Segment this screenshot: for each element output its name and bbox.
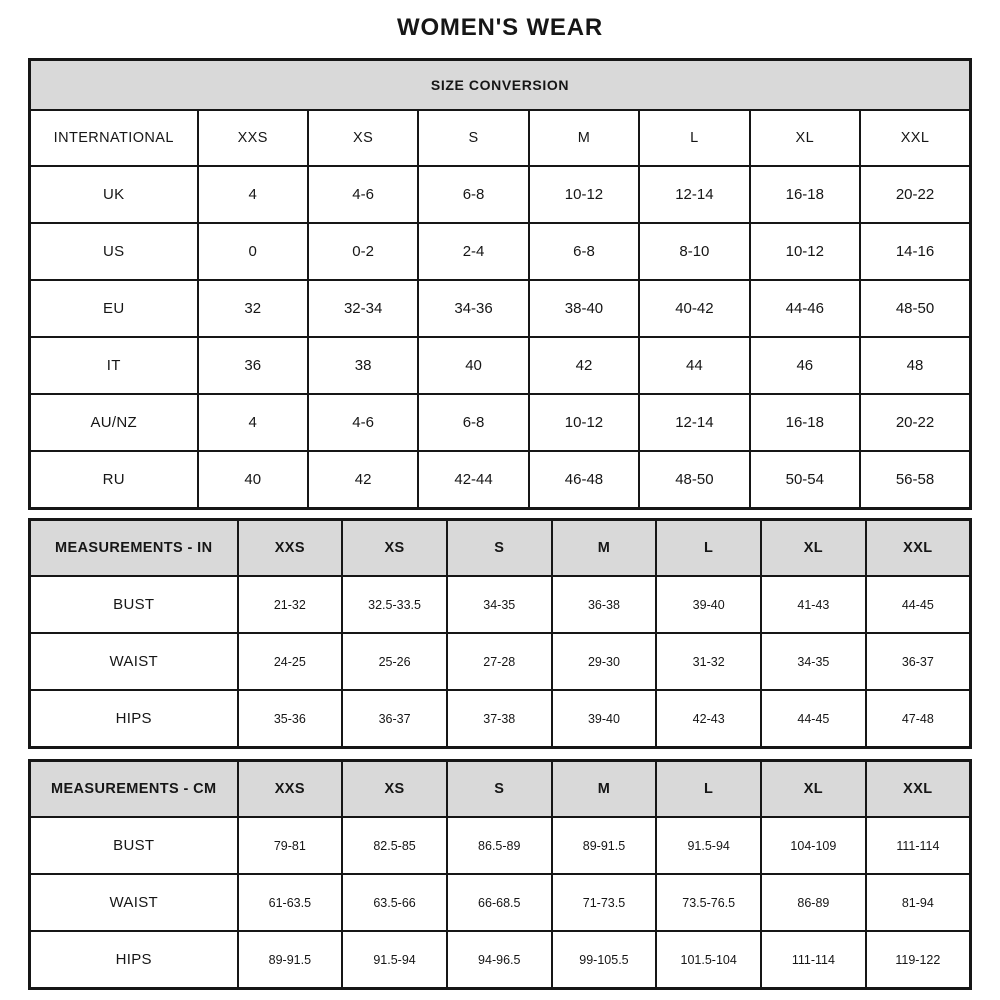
table-row	[30, 874, 971, 931]
table-cell: 34-35	[761, 633, 866, 690]
table-cell: 40	[198, 451, 308, 509]
measurements-in-table-body	[30, 520, 971, 748]
table-cell: 111-114	[866, 817, 971, 874]
table-cell: 31-32	[656, 633, 761, 690]
row-label: AU/NZ	[30, 394, 198, 451]
size-column-header: XS	[342, 520, 447, 577]
table-cell: 39-40	[656, 576, 761, 633]
table-cell: 119-122	[866, 931, 971, 989]
table-cell: 10-12	[529, 394, 639, 451]
table-row	[30, 451, 971, 509]
table-cell: 0	[198, 223, 308, 280]
table-cell: 36	[198, 337, 308, 394]
table-cell: 35-36	[238, 690, 343, 748]
column-header-row	[30, 110, 971, 166]
size-conversion-table	[28, 58, 972, 510]
size-column-header: XL	[761, 761, 866, 818]
table-cell: 24-25	[238, 633, 343, 690]
size-column-header: XS	[308, 110, 418, 166]
table-cell: 32-34	[308, 280, 418, 337]
table-cell: 14-16	[860, 223, 970, 280]
table-cell: 48-50	[860, 280, 970, 337]
table-cell: 66-68.5	[447, 874, 552, 931]
table-row	[30, 166, 971, 223]
table-cell: 36-38	[552, 576, 657, 633]
table-cell: 89-91.5	[552, 817, 657, 874]
table-cell: 50-54	[750, 451, 860, 509]
table-cell: 4-6	[308, 166, 418, 223]
size-column-header: XXS	[198, 110, 308, 166]
table-cell: 86-89	[761, 874, 866, 931]
table-cell: 56-58	[860, 451, 970, 509]
table-cell: 32.5-33.5	[342, 576, 447, 633]
table-row	[30, 337, 971, 394]
table-cell: 21-32	[238, 576, 343, 633]
size-column-header: XL	[750, 110, 860, 166]
table-cell: 32	[198, 280, 308, 337]
table-title-cell: INTERNATIONAL	[30, 110, 198, 166]
table-title-cell: MEASUREMENTS - IN	[30, 520, 238, 577]
table-cell: 6-8	[418, 166, 528, 223]
measurements-cm-table-body	[30, 761, 971, 989]
table-cell: 2-4	[418, 223, 528, 280]
table-cell: 29-30	[552, 633, 657, 690]
table-banner: SIZE CONVERSION	[30, 60, 971, 111]
table-cell: 39-40	[552, 690, 657, 748]
row-label: RU	[30, 451, 198, 509]
table-cell: 6-8	[418, 394, 528, 451]
table-cell: 71-73.5	[552, 874, 657, 931]
row-label: IT	[30, 337, 198, 394]
size-chart-page	[28, 0, 972, 990]
measurements-in-table	[28, 518, 972, 749]
size-column-header: M	[529, 110, 639, 166]
table-row	[30, 576, 971, 633]
table-cell: 42-44	[418, 451, 528, 509]
row-label: UK	[30, 166, 198, 223]
table-row	[30, 223, 971, 280]
size-column-header: S	[447, 761, 552, 818]
column-header-row	[30, 520, 971, 577]
table-cell: 4	[198, 394, 308, 451]
table-title-cell: MEASUREMENTS - CM	[30, 761, 238, 818]
table-cell: 42	[529, 337, 639, 394]
size-column-header: XL	[761, 520, 866, 577]
row-label: US	[30, 223, 198, 280]
table-cell: 20-22	[860, 166, 970, 223]
table-banner-row	[30, 60, 971, 111]
table-cell: 38	[308, 337, 418, 394]
table-row	[30, 633, 971, 690]
table-cell: 48-50	[639, 451, 749, 509]
row-label: BUST	[30, 817, 238, 874]
table-cell: 12-14	[639, 394, 749, 451]
size-column-header: S	[418, 110, 528, 166]
page-title: WOMEN'S WEAR	[397, 14, 603, 41]
table-cell: 25-26	[342, 633, 447, 690]
table-cell: 61-63.5	[238, 874, 343, 931]
table-cell: 47-48	[866, 690, 971, 748]
size-conversion-table-body	[30, 60, 971, 509]
table-cell: 91.5-94	[342, 931, 447, 989]
table-row	[30, 690, 971, 748]
size-column-header: XXL	[866, 761, 971, 818]
table-cell: 99-105.5	[552, 931, 657, 989]
table-cell: 94-96.5	[447, 931, 552, 989]
table-cell: 40	[418, 337, 528, 394]
table-cell: 4	[198, 166, 308, 223]
size-column-header: S	[447, 520, 552, 577]
size-column-header: XXL	[860, 110, 970, 166]
table-cell: 34-36	[418, 280, 528, 337]
table-cell: 12-14	[639, 166, 749, 223]
table-cell: 10-12	[529, 166, 639, 223]
table-cell: 27-28	[447, 633, 552, 690]
table-cell: 16-18	[750, 166, 860, 223]
table-cell: 63.5-66	[342, 874, 447, 931]
table-cell: 42	[308, 451, 418, 509]
table-cell: 6-8	[529, 223, 639, 280]
table-cell: 73.5-76.5	[656, 874, 761, 931]
table-cell: 8-10	[639, 223, 749, 280]
size-column-header: M	[552, 520, 657, 577]
table-cell: 41-43	[761, 576, 866, 633]
table-cell: 46-48	[529, 451, 639, 509]
table-cell: 44	[639, 337, 749, 394]
table-cell: 81-94	[866, 874, 971, 931]
table-cell: 10-12	[750, 223, 860, 280]
table-cell: 101.5-104	[656, 931, 761, 989]
table-cell: 86.5-89	[447, 817, 552, 874]
measurements-cm-table	[28, 759, 972, 990]
table-cell: 42-43	[656, 690, 761, 748]
row-label: WAIST	[30, 874, 238, 931]
table-cell: 40-42	[639, 280, 749, 337]
table-cell: 36-37	[866, 633, 971, 690]
size-column-header: L	[656, 520, 761, 577]
table-cell: 79-81	[238, 817, 343, 874]
size-column-header: XXS	[238, 520, 343, 577]
table-cell: 4-6	[308, 394, 418, 451]
size-column-header: L	[656, 761, 761, 818]
table-cell: 82.5-85	[342, 817, 447, 874]
table-cell: 91.5-94	[656, 817, 761, 874]
table-cell: 36-37	[342, 690, 447, 748]
size-column-header: L	[639, 110, 749, 166]
row-label: HIPS	[30, 931, 238, 989]
table-cell: 44-46	[750, 280, 860, 337]
table-row	[30, 280, 971, 337]
row-label: BUST	[30, 576, 238, 633]
table-cell: 38-40	[529, 280, 639, 337]
table-cell: 0-2	[308, 223, 418, 280]
table-cell: 48	[860, 337, 970, 394]
table-cell: 111-114	[761, 931, 866, 989]
table-cell: 16-18	[750, 394, 860, 451]
table-cell: 46	[750, 337, 860, 394]
row-label: EU	[30, 280, 198, 337]
table-row	[30, 931, 971, 989]
row-label: HIPS	[30, 690, 238, 748]
table-cell: 34-35	[447, 576, 552, 633]
size-column-header: XXS	[238, 761, 343, 818]
table-cell: 20-22	[860, 394, 970, 451]
size-column-header: XS	[342, 761, 447, 818]
row-label: WAIST	[30, 633, 238, 690]
table-cell: 37-38	[447, 690, 552, 748]
size-column-header: M	[552, 761, 657, 818]
table-cell: 44-45	[761, 690, 866, 748]
table-row	[30, 817, 971, 874]
table-cell: 44-45	[866, 576, 971, 633]
column-header-row	[30, 761, 971, 818]
size-column-header: XXL	[866, 520, 971, 577]
table-cell: 104-109	[761, 817, 866, 874]
table-row	[30, 394, 971, 451]
table-cell: 89-91.5	[238, 931, 343, 989]
